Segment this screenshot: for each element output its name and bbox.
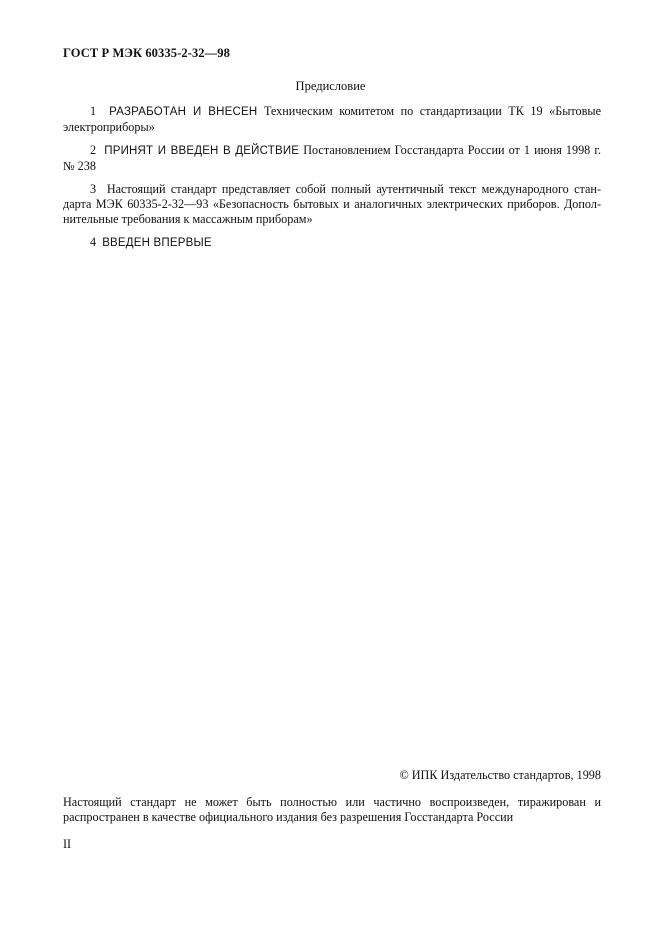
item-number: 1 — [90, 104, 97, 118]
page-number: II — [63, 837, 72, 851]
foreword-title: Предисловие — [295, 79, 366, 93]
foreword-item-4 — [63, 235, 601, 251]
item-number: 4 — [90, 235, 97, 249]
item-text: Постановлением Госстандарта России от 1 июня 1998 г. — [303, 143, 602, 157]
item-heading: ВВЕДЕН ВПЕРВЫЕ — [102, 237, 212, 249]
document-code-header: ГОСТ Р МЭК 60335-2-32—98 — [63, 46, 230, 60]
item-text: Техническим комитетом по стандартизации ТК 19 «Бытовые — [263, 104, 602, 118]
foreword-item-1 — [63, 104, 601, 135]
item-text: Настоящий стандарт представляет собой полный аутентичный текст международного стан- — [106, 182, 602, 196]
foreword-item-1-line-1 — [63, 104, 601, 120]
notice-line-2: распространен в качестве официального издания без разрешения Госстандарта России — [63, 810, 514, 824]
copyright-line: © ИПК Издательство стандартов, 1998 — [399, 768, 601, 782]
foreword-item-3 — [63, 182, 601, 227]
foreword-item-2 — [63, 143, 601, 174]
foreword-item-3-line-2: дарта МЭК 60335-2-32—93 «Безопасность бытовых и аналогичных электрических приборов. Допол- — [63, 197, 601, 211]
foreword-item-2-line-2: № 238 — [63, 159, 96, 173]
foreword-item-3-line-3: нительные требования к массажным приборам» — [63, 212, 313, 226]
foreword-item-4-line-1 — [63, 235, 601, 251]
item-number: 3 — [90, 182, 97, 196]
foreword-item-2-line-1 — [63, 143, 601, 159]
foreword-item-3-line-1 — [63, 182, 601, 197]
notice-line-1 — [63, 795, 601, 810]
notice-line-1-text: Настоящий стандарт не может быть полностью или частично воспроизведен, тиражирован и — [63, 795, 601, 809]
item-number: 2 — [90, 143, 97, 157]
item-heading: РАЗРАБОТАН И ВНЕСЕН — [109, 106, 258, 118]
foreword-item-1-line-2: электроприборы» — [63, 120, 155, 134]
reproduction-notice — [63, 795, 601, 825]
item-heading: ПРИНЯТ И ВВЕДЕН В ДЕЙСТВИЕ — [104, 145, 300, 157]
